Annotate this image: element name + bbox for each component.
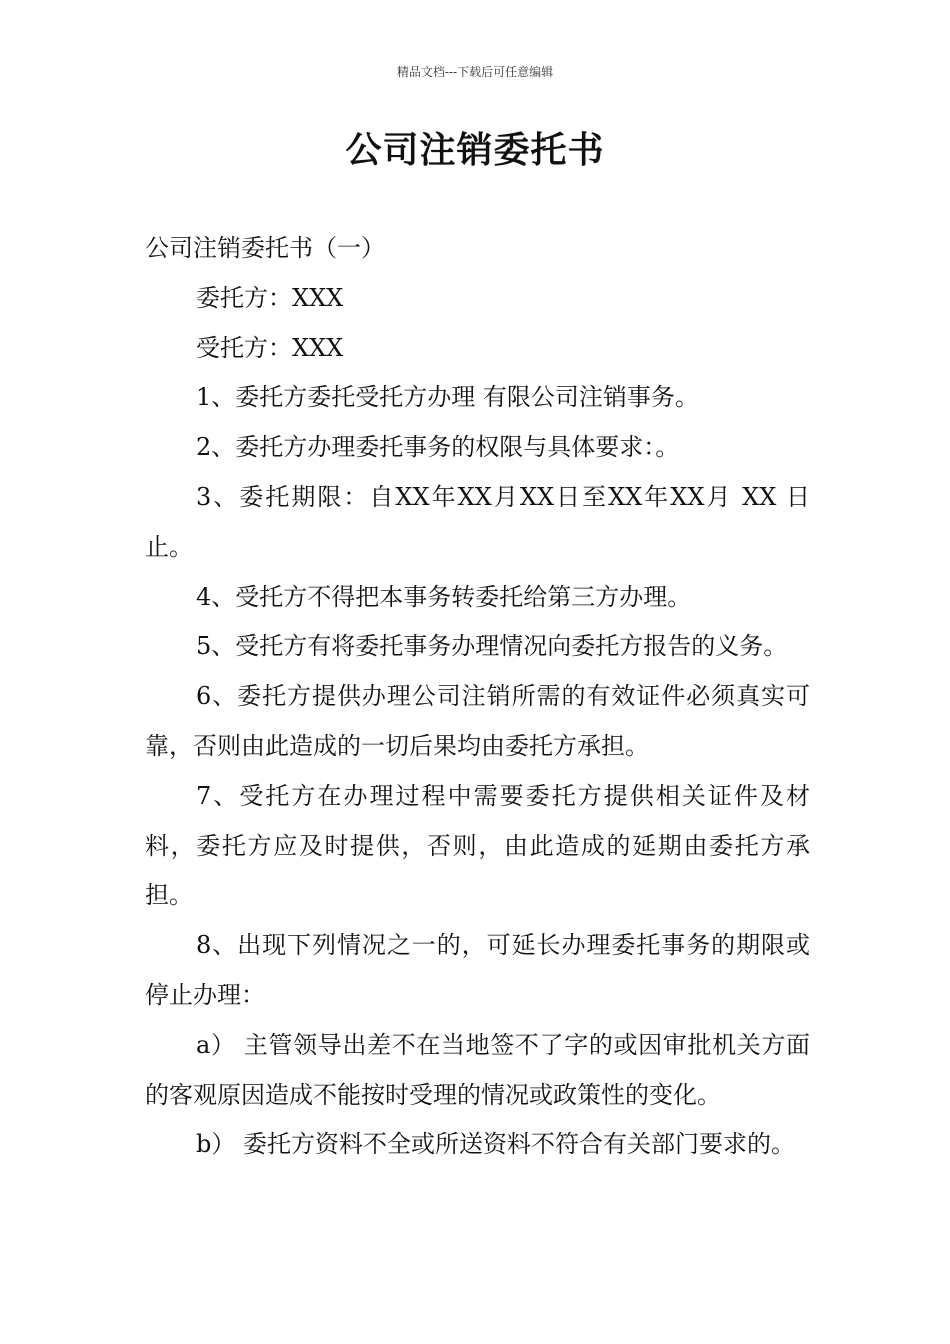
document-body: [145, 224, 810, 1170]
clause-8-item-b: b） 委托方资料不全或所送资料不符合有关部门要求的。: [196, 1130, 795, 1159]
section-heading: 公司注销委托书（一）: [145, 234, 385, 262]
document-title: 公司注销委托书: [345, 130, 605, 171]
paragraph-principal: 委托方：XXX: [196, 283, 344, 312]
clause-1: 1、委托方委托受托方办理 有限公司注销事务。: [196, 383, 699, 412]
clause-3: 3、委托期限：自XX年XX月XX日至XX年XX月 XX 日止。: [145, 482, 810, 561]
clause-2: 2、委托方办理委托事务的权限与具体要求：。: [196, 433, 680, 462]
clause-7: 7、受托方在办理过程中需要委托方提供相关证件及材料，委托方应及时提供，否则，由此造成的延期由委托方承担。: [145, 781, 810, 910]
paragraph-agent: 受托方：XXX: [196, 333, 344, 362]
clause-8: 8、出现下列情况之一的，可延长办理委托事务的期限或停止办理：: [145, 931, 810, 1009]
clause-5: 5、受托方有将委托事务办理情况向委托方报告的义务。: [196, 632, 788, 661]
clause-4: 4、受托方不得把本事务转委托给第三方办理。: [196, 582, 692, 611]
page-header-note: 精品文档---下载后可任意编辑: [396, 65, 554, 79]
clause-6: 6、委托方提供办理公司注销所需的有效证件必须真实可靠，否则由此造成的一切后果均由委托方承担。: [145, 682, 810, 760]
clause-8-item-a: a） 主管领导出差不在当地签不了字的或因审批机关方面的客观原因造成不能按时受理的情况或政策性的变化。: [145, 1030, 810, 1109]
